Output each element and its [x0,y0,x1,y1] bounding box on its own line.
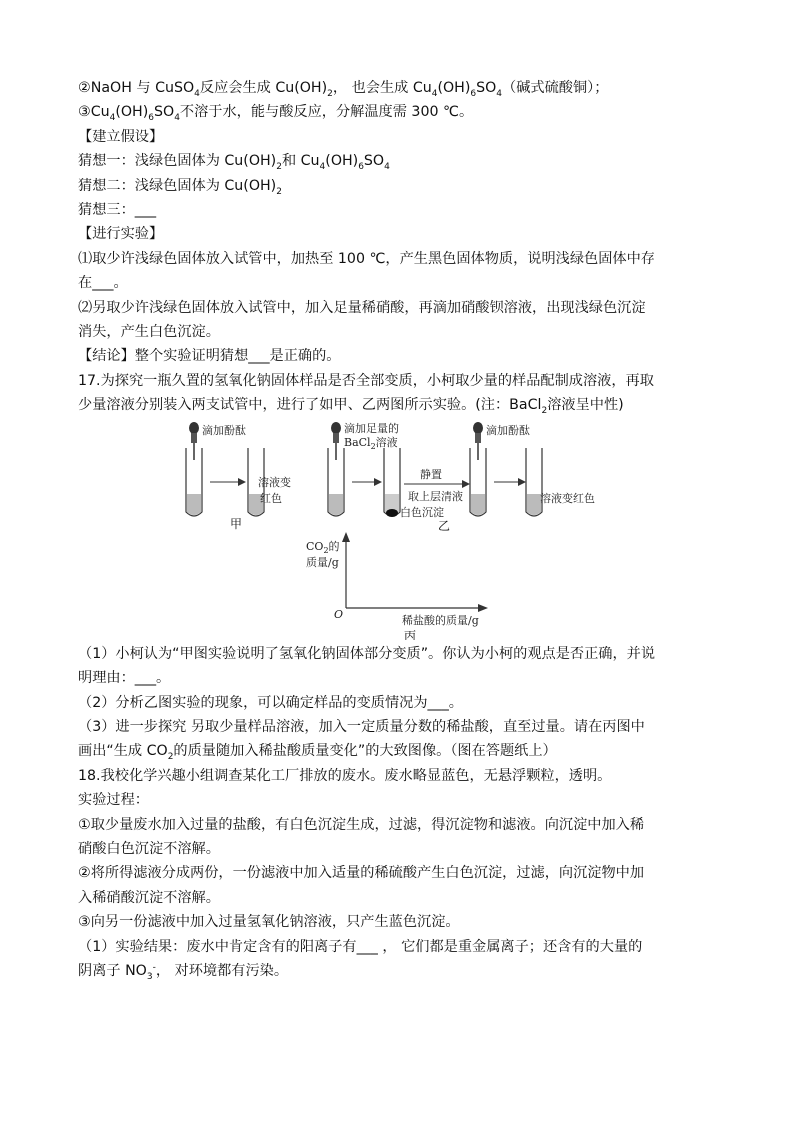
label-white-precipitate: 白色沉淀 [400,505,444,519]
experiment-step-1b: 在___。 [78,275,128,292]
y-axis-label-b: 质量/g [306,555,339,569]
guess-3: 猜想三：___ [78,202,157,219]
test-tube-icon [526,448,542,516]
q17-intro-1: 17.为探究一瓶久置的氢氧化钠固体样品是否全部变质，小柯取少量的样品配制成溶液，再取 [78,372,654,389]
label-stand: 静置 [420,467,442,481]
figure-bing-graph [306,532,488,640]
experiment-figure [78,420,728,640]
conclusion: 【结论】整个实验证明猜想___是正确的。 [78,348,341,365]
label-drop-bacl2-a: 滴加足量的 [344,421,399,435]
experiment-step-1a: ⑴取少许浅绿色固体放入试管中，加热至 100 ℃，产生黑色固体物质，说明浅绿色固体中存 [78,250,655,267]
document-page [78,76,728,983]
q17-part-3a: （3）进一步探究 另取少量样品溶液，加入一定质量分数的稀盐酸，直至过量。请在丙图中 [78,718,645,735]
label-drop-phenolphthalein-1: 滴加酚酞 [202,423,246,437]
label-take-upper-liquid: 取上层清液 [408,489,463,503]
label-drop-bacl2: BaCl$_2$溶液 [344,435,398,451]
label-turns-red-1b: 红色 [260,491,282,505]
q18-step-3: ③向另一份滤液中加入过量氢氧化钠溶液，只产生蓝色沉淀。 [78,914,460,931]
guess-1: 猜想一：浅绿色固体为 $Cu(OH)_2$和 $Cu_4(OH)_6SO_4$ [78,153,390,173]
arrow-icon [494,478,526,486]
guess-2: 猜想二：浅绿色固体为 $Cu(OH)_2$ [78,177,282,197]
dropper-icon [189,422,199,460]
long-arrow-icon [404,480,470,488]
q18-result-1b: 阴离子 $NO_3^-$， 对环境都有污染。 [78,962,289,982]
axes [342,532,488,612]
y-axis-label-a: $CO_2$的 [306,539,340,555]
experiment-step-2a: ⑵另取少许浅绿色固体放入试管中，加入足量稀硝酸，再滴加硝酸钡溶液，出现浅绿色沉淀 [78,299,646,316]
q18-step-1a: ①取少量废水加入过量的盐酸，有白色沉淀生成，过滤，得沉淀物和滤液。向沉淀中加入稀 [78,816,645,833]
dropper-icon [331,422,341,460]
q17-part-1b: 明理由：___。 [78,670,171,687]
q17-part-3b: 画出“生成 $CO_2$的质量随加入稀盐酸质量变化”的大致图像。（图在答题纸上） [78,743,557,763]
experiment-step-2b: 消失，产生白色沉淀。 [78,324,220,341]
q18-step-2b: 入稀硝酸沉淀不溶解。 [78,889,220,906]
q18-process-heading: 实验过程： [78,792,149,809]
figure-yi [328,421,595,533]
test-tube-icon [384,448,400,517]
info-line-2: $③Cu_4(OH)_6SO_4$不溶于水，能与酸反应，分解温度需 300 ℃。 [78,104,474,124]
q17-part-1a: （1）小柯认为“甲图实验说明了氢氧化钠固体部分变质”。你认为小柯的观点是否正确，并说 [78,645,656,662]
experiment-figure-svg [78,420,728,640]
info-line-1: ②NaOH 与 CuSO$_4$反应会生成 $Cu(OH)_2$， 也会生成 $Cu_4(OH)_6SO_4$（碱式硫酸铜）； [78,80,609,99]
q18-step-1b: 硝酸白色沉淀不溶解。 [78,840,220,857]
q17-part-2: （2）分析乙图实验的现象，可以确定样品的变质情况为___。 [78,694,463,711]
label-turns-red-1a: 溶液变 [258,475,291,489]
figure-jia [186,422,291,531]
q17-intro-2: 少量溶液分别装入两支试管中，进行了如甲、乙两图所示实验。(注：BaCl$_2$溶液呈中性) [78,397,624,417]
figure-label-bing: 丙 [404,628,417,640]
hypothesis-heading: 【建立假设】 [78,128,164,145]
experiment-heading: 【进行实验】 [78,226,164,243]
q18-result-1a: （1）实验结果：废水中肯定含有的阳离子有___ ， 它们都是重金属离子；还含有的大量的 [78,938,643,955]
origin-label: O [334,607,344,621]
figure-label-yi: 乙 [438,518,451,533]
arrow-icon [210,478,246,486]
q18-intro: 18.我校化学兴趣小组调查某化工厂排放的废水。废水略显蓝色，无悬浮颗粒，透明。 [78,767,612,784]
figure-label-jia: 甲 [230,516,243,531]
q18-step-2a: ②将所得滤液分成两份，一份滤液中加入适量的稀硫酸产生白色沉淀，过滤，向沉淀物中加 [78,865,645,882]
label-turns-red-2: 溶液变红色 [540,491,595,505]
arrow-icon [352,478,382,486]
dropper-icon [473,422,483,460]
x-axis-label: 稀盐酸的质量/g [402,613,479,627]
label-drop-phenolphthalein-2: 滴加酚酞 [486,423,530,437]
